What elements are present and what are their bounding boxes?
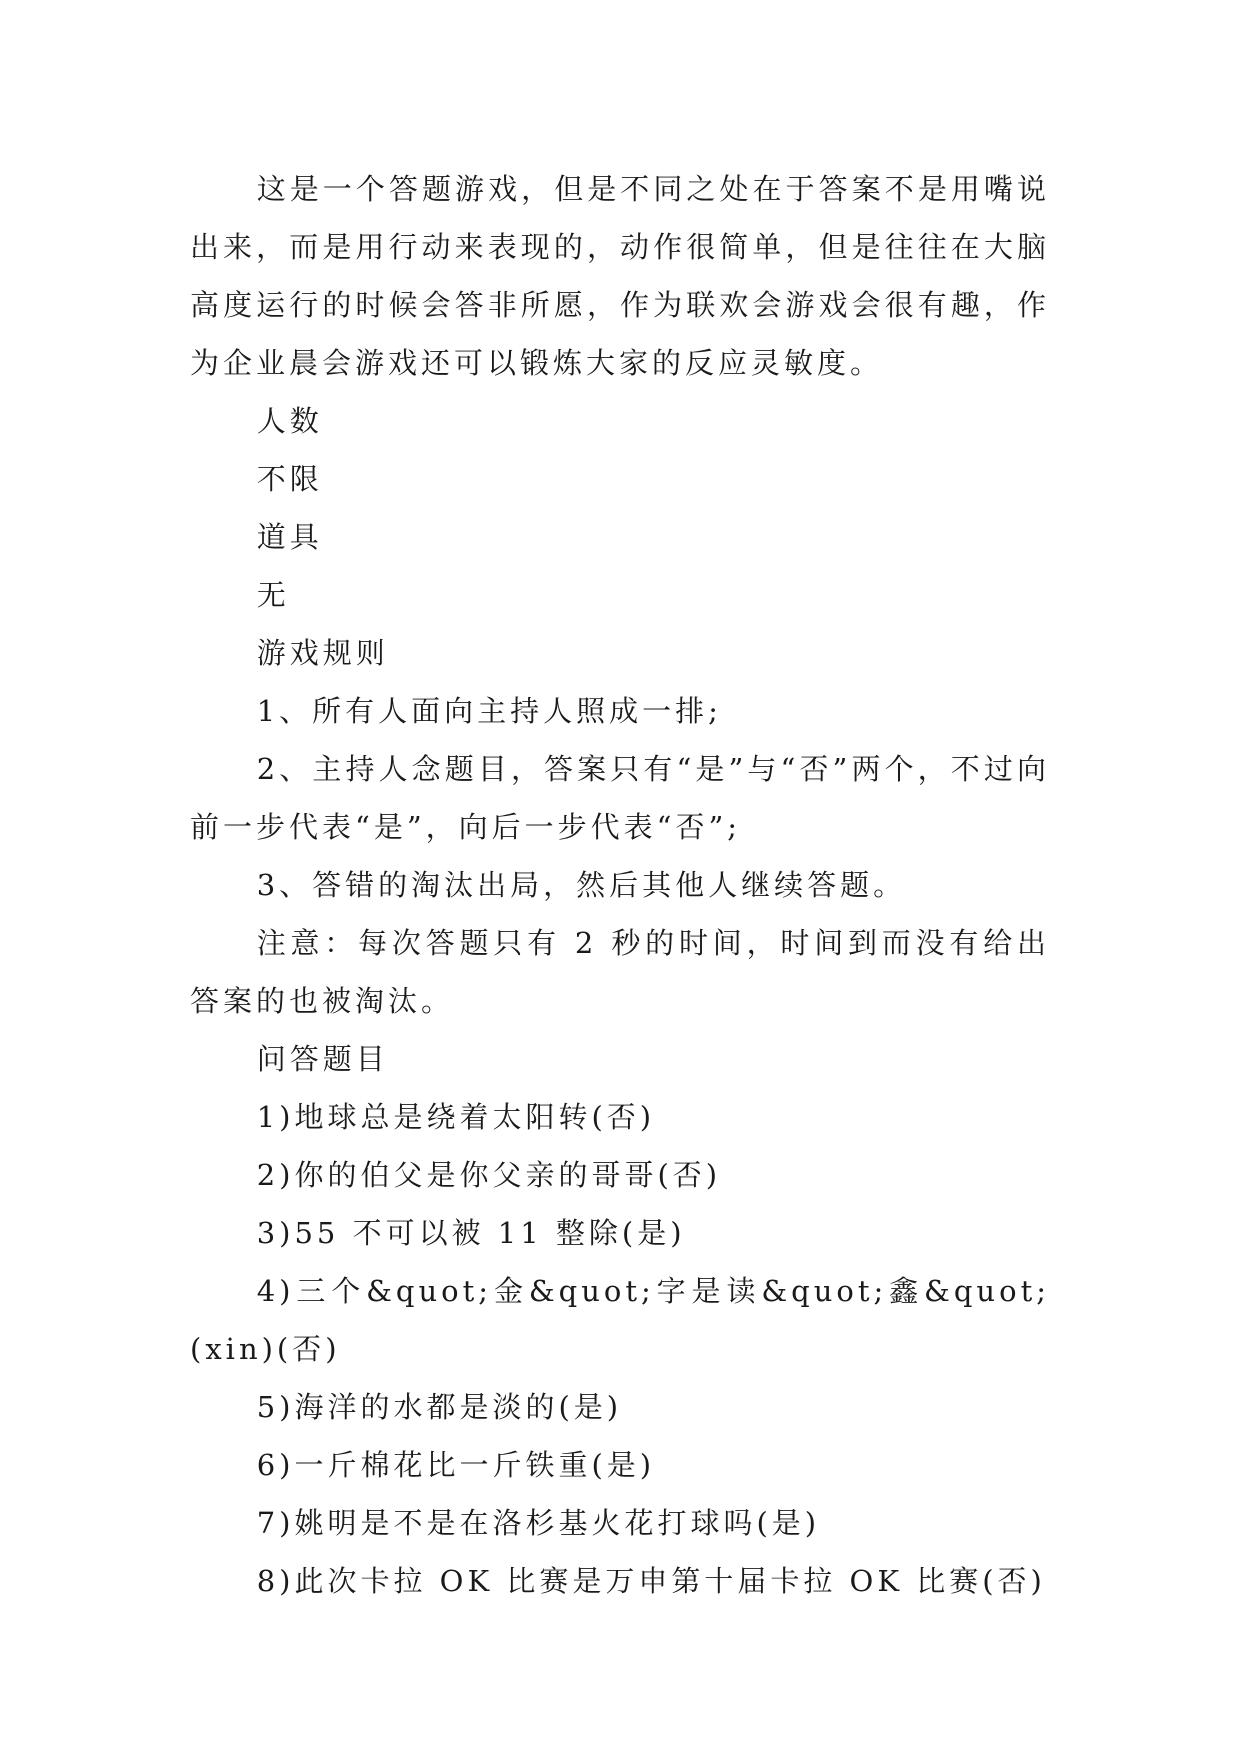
question-item: 2)你的伯父是你父亲的哥哥(否) xyxy=(256,1158,722,1192)
section-heading-props: 道具 xyxy=(256,520,323,554)
props-value: 无 xyxy=(256,578,290,612)
rule-item: 2、主持人念题目，答案只有“是”与“否”两个，不过向前一步代表“是”，向后一步代表“否”; xyxy=(190,752,1050,844)
intro-paragraph: 这是一个答题游戏，但是不同之处在于答案不是用嘴说出来，而是用行动来表现的，动作很简单，但是往往在大脑高度运行的时候会答非所愿，作为联欢会游戏会很有趣，作为企业晨会游戏还可以锻炼大家的反应灵敏度。 xyxy=(190,172,1050,380)
rule-item: 1、所有人面向主持人照成一排; xyxy=(256,694,722,728)
section-heading-rules: 游戏规则 xyxy=(256,636,389,670)
participants-value: 不限 xyxy=(256,462,323,496)
question-item: 3)55 不可以被 11 整除(是) xyxy=(256,1216,686,1250)
question-item: 5)海洋的水都是淡的(是) xyxy=(256,1390,623,1424)
section-heading-questions: 问答题目 xyxy=(256,1042,389,1076)
rule-item: 3、答错的淘汰出局，然后其他人继续答题。 xyxy=(256,868,907,902)
section-heading-participants: 人数 xyxy=(256,404,323,438)
document-body xyxy=(190,160,1050,1610)
question-item: 8)此次卡拉 OK 比赛是万申第十届卡拉 OK 比赛(否) xyxy=(256,1564,1046,1598)
question-item: 4)三个&quot;金&quot;字是读&quot;鑫&quot;(xin)(否) xyxy=(190,1274,1050,1366)
note-paragraph: 注意：每次答题只有 2 秒的时间，时间到而没有给出答案的也被淘汰。 xyxy=(190,926,1050,1018)
question-item: 7)姚明是不是在洛杉基火花打球吗(是) xyxy=(256,1506,821,1540)
question-item: 1)地球总是绕着太阳转(否) xyxy=(256,1100,656,1134)
question-item: 6)一斤棉花比一斤铁重(是) xyxy=(256,1448,656,1482)
